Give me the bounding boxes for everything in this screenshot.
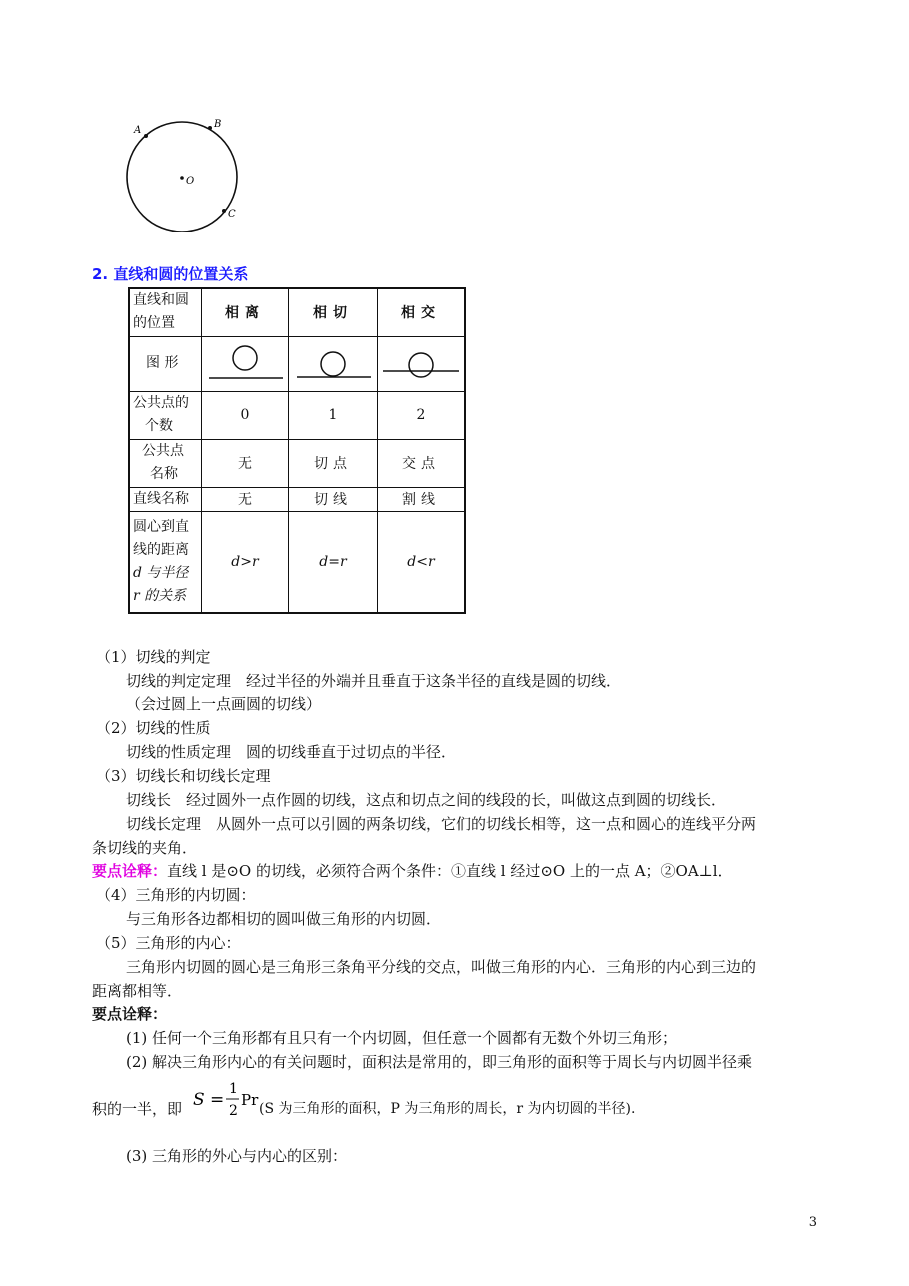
formula-lhs: S =: [193, 1090, 225, 1110]
line-name-intersect: 割线: [378, 487, 466, 511]
figure-tangent: [289, 336, 378, 391]
point-b-dot: [208, 126, 212, 130]
point-b-label: B: [214, 119, 222, 130]
figure-intersect: [378, 336, 466, 391]
key-note-1: [92, 861, 733, 881]
subheading-incircle: （4）三角形的内切圆：: [96, 886, 256, 904]
key-note-1-text: 直线 l 是⊙O 的切线，必须符合两个条件：①直线 l 经过⊙O 上的一点 A；②OA⊥l．: [167, 862, 733, 880]
incenter-definition: 三角形内切圆的圆心是三角形三条角平分线的交点，叫做三角形的内心．三角形的内心到三边的: [126, 958, 757, 976]
circle-figure: [118, 116, 248, 232]
key-note-2-label: 要点诠释：: [92, 1005, 168, 1023]
incircle-definition: 与三角形各边都相切的圆叫做三角形的内切圆．: [126, 910, 442, 928]
formula-explanation: (S 为三角形的面积，P 为三角形的周长，r 为内切圆的半径).: [259, 1101, 636, 1117]
name-separate: 无: [202, 439, 289, 487]
tangent-length-theorem: 切线长定理 从圆外一点可以引圆的两条切线，它们的切线长相等，这一点和圆心的连线平分两: [126, 815, 757, 833]
subheading-tangent-criterion: （1）切线的判定: [96, 648, 211, 666]
figure-separate: [202, 336, 289, 391]
column-header-separate: 相离: [202, 288, 289, 336]
corner-header-line1: 直线和圆: [133, 292, 189, 309]
distance-label-line3: d 与半径: [133, 564, 189, 581]
point-c-label: C: [228, 209, 236, 220]
key-note-2-item-3: (3) 三角形的外心与内心的区别：: [126, 1147, 348, 1165]
incenter-definition-cont: 距离都相等．: [92, 982, 183, 1000]
count-separate: 0: [202, 391, 289, 439]
count-intersect: 2: [378, 391, 466, 439]
key-note-2-item-2-cont: 积的一半，即: [92, 1100, 183, 1118]
formula-numerator: 1: [229, 1081, 238, 1097]
point-a-label: A: [134, 125, 142, 136]
point-c-dot: [222, 209, 226, 213]
common-points-count-label: [129, 391, 202, 439]
formula-rhs: Pr: [241, 1091, 259, 1109]
point-o-label: O: [186, 176, 195, 187]
distance-label-line1: 圆心到直: [133, 518, 189, 535]
tangent-property-theorem: 切线的性质定理 圆的切线垂直于过切点的半径．: [126, 743, 457, 761]
line-circle-position-table: [128, 287, 466, 614]
subheading-tangent-property: （2）切线的性质: [96, 719, 211, 737]
subheading-incenter: （5）三角形的内心：: [96, 934, 241, 952]
distance-relation-label: [129, 511, 202, 613]
distance-label-line4: r 的关系: [133, 587, 187, 604]
name-tangent: 切点: [289, 439, 378, 487]
count-label-line2: 个数: [145, 418, 173, 434]
relation-intersect: d<r: [378, 511, 466, 613]
relation-tangent: d=r: [289, 511, 378, 613]
formula-denominator: 2: [229, 1103, 238, 1119]
name-label-line2: 名称: [150, 466, 178, 482]
line-name-label: 直线名称: [129, 487, 202, 511]
column-header-tangent: 相切: [289, 288, 378, 336]
key-note-2-item-2: (2) 解决三角形内心的有关问题时，面积法是常用的，即三角形的面积等于周长与内切圆半径乘: [126, 1053, 753, 1071]
name-label-line1: 公共点: [142, 443, 184, 459]
line-name-tangent: 切线: [289, 487, 378, 511]
line-name-separate: 无: [202, 487, 289, 511]
column-header-intersect: 相交: [378, 288, 466, 336]
area-formula: [193, 1077, 261, 1121]
corner-header: [129, 288, 202, 336]
tangent-length-definition: 切线长 经过圆外一点作圆的切线，这点和切点之间的线段的长，叫做这点到圆的切线长．: [126, 791, 727, 809]
relation-separate: d>r: [202, 511, 289, 613]
point-a-dot: [144, 134, 148, 138]
key-note-1-label: 要点诠释：: [92, 862, 168, 880]
common-point-name-label: [129, 439, 202, 487]
tangent-length-theorem-cont: 条切线的夹角．: [92, 839, 198, 857]
tangent-drawing-note: （会过圆上一点画圆的切线）: [126, 695, 322, 713]
point-o-dot: [180, 176, 184, 180]
name-intersect: 交点: [378, 439, 466, 487]
page-number: 3: [808, 1215, 817, 1230]
section-heading: 2. 直线和圆的位置关系: [92, 265, 249, 283]
count-tangent: 1: [289, 391, 378, 439]
corner-header-line2: 的位置: [133, 315, 175, 332]
subheading-tangent-length: （3）切线长和切线长定理: [96, 767, 271, 785]
tangent-criterion-theorem: 切线的判定定理 经过半径的外端并且垂直于这条半径的直线是圆的切线．: [126, 672, 622, 690]
figure-row-label: 图 形: [129, 336, 202, 391]
count-label-line1: 公共点的: [133, 395, 189, 411]
distance-label-line2: 线的距离: [133, 541, 189, 558]
key-note-2-item-1: (1) 任何一个三角形都有且只有一个内切圆，但任意一个圆都有无数个外切三角形；: [126, 1029, 678, 1047]
